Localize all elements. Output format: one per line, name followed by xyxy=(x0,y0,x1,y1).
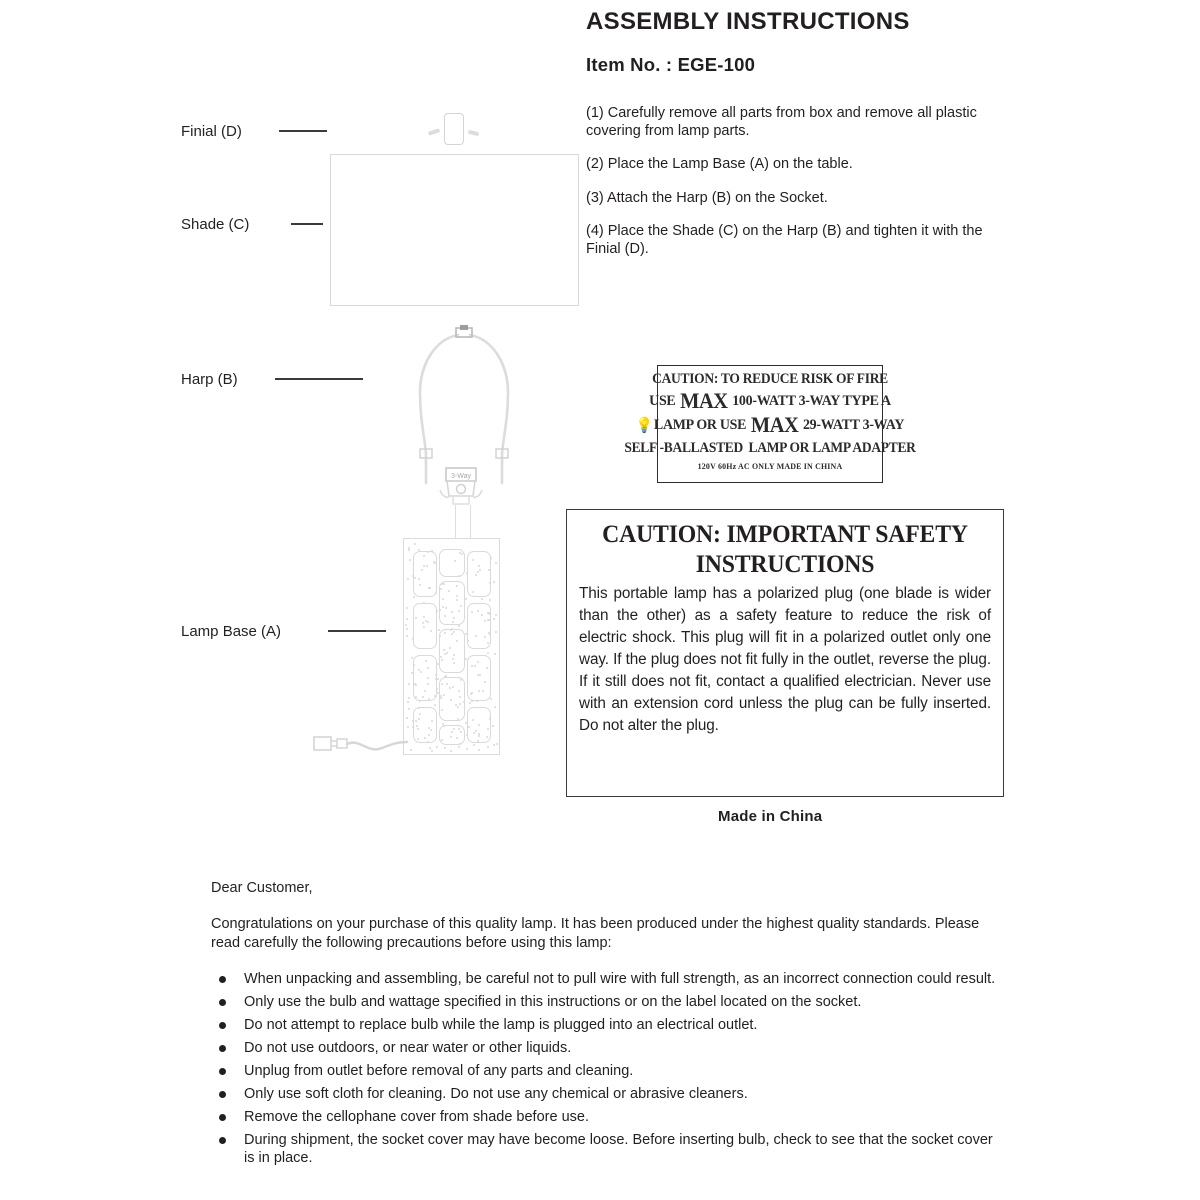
rating-label-line2-max: MAX xyxy=(680,388,728,413)
base-texture-speck xyxy=(490,698,492,700)
base-texture-speck xyxy=(455,704,457,706)
base-texture-speck xyxy=(414,683,416,685)
leader-line-finial xyxy=(279,130,327,132)
list-item: During shipment, the socket cover may have become loose. Before inserting bulb, check to see that the socket cover is in place. xyxy=(211,1131,996,1167)
base-texture-speck xyxy=(459,743,461,745)
part-label-harp: Harp (B) xyxy=(181,371,238,388)
base-texture-speck xyxy=(423,626,425,628)
base-texture-speck xyxy=(474,665,476,667)
rating-label-line4-pre: SELF -BALLASTED xyxy=(624,439,743,456)
base-texture-speck xyxy=(440,656,442,658)
list-item: Do not attempt to replace bulb while the lamp is plugged into an electrical outlet. xyxy=(211,1016,996,1034)
base-texture-speck xyxy=(427,677,429,679)
base-texture-speck xyxy=(465,598,467,600)
power-cord-and-plug-diagram xyxy=(312,726,417,766)
base-texture-speck xyxy=(433,561,435,563)
base-texture-speck xyxy=(406,618,408,620)
base-texture-speck xyxy=(418,707,420,709)
base-texture-speck xyxy=(468,726,470,728)
assembly-step: (4) Place the Shade (C) on the Harp (B) and tighten it with the Finial (D). xyxy=(586,223,983,257)
lamp-base-diagram xyxy=(403,538,500,755)
rating-label-line-4 xyxy=(624,437,916,459)
base-texture-speck xyxy=(414,543,416,545)
list-item: When unpacking and assembling, be careful not to pull wire with full strength, as an incorrect connection could result. xyxy=(211,970,996,988)
base-texture-speck xyxy=(489,718,491,720)
base-texture-speck xyxy=(486,736,488,738)
base-texture-speck xyxy=(448,590,450,592)
made-in-china-text: Made in China xyxy=(718,808,823,825)
base-texture-speck xyxy=(463,701,465,703)
safety-body-text: This portable lamp has a polarized plug (one blade is wider than the other) as a safety feature to reduce the risk of electric shock. This plug will fit in a polarized outlet only one way. If the plug does not fit fully in the outlet, reverse the plug. If it still does not fit, contact a qualified electrician. Never use with an extension cord unless the plug can be fully inserted. Do not alter the plug. xyxy=(579,585,991,734)
base-texture-speck xyxy=(418,718,420,720)
base-texture-speck xyxy=(487,642,489,644)
base-texture-speck xyxy=(460,605,462,607)
rating-label-line-2 xyxy=(649,388,891,413)
base-texture-speck xyxy=(495,631,497,633)
svg-text:3-Way: 3-Way xyxy=(451,473,471,480)
base-texture-speck xyxy=(475,730,477,732)
letter-intro-paragraph: Congratulations on your purchase of this quality lamp. It has been produced under the highest quality standards. Please read carefully the following precautions before using this lamp: xyxy=(211,916,980,951)
base-texture-speck xyxy=(418,549,420,551)
base-texture-speck xyxy=(426,565,428,567)
base-texture-speck xyxy=(427,667,429,669)
part-label-shade: Shade (C) xyxy=(181,216,250,233)
base-texture-speck xyxy=(456,595,458,597)
base-texture-speck xyxy=(487,728,489,730)
base-texture-speck xyxy=(453,654,455,656)
base-texture-speck xyxy=(419,700,421,702)
base-texture-speck xyxy=(408,683,410,685)
assembly-step: (3) Attach the Harp (B) on the Socket. xyxy=(586,189,828,206)
base-texture-speck xyxy=(459,703,461,705)
base-texture-speck xyxy=(444,676,446,678)
base-texture-speck xyxy=(492,725,494,727)
base-texture-speck xyxy=(437,678,439,680)
base-texture-speck xyxy=(406,607,408,609)
base-texture-speck xyxy=(439,635,441,637)
base-texture-speck xyxy=(423,555,425,557)
assembly-step: (2) Place the Lamp Base (A) on the table. xyxy=(586,156,853,172)
base-texture-speck xyxy=(481,598,483,600)
base-texture-speck xyxy=(458,746,460,748)
finial-right-ornament-icon xyxy=(468,130,480,137)
part-label-lamp-base: Lamp Base (A) xyxy=(181,623,282,640)
base-texture-speck xyxy=(482,690,484,692)
bulb-rating-caution-label xyxy=(624,365,916,483)
base-texture-speck xyxy=(441,683,443,685)
base-texture-speck xyxy=(408,708,410,710)
item-number: Item No. : EGE-100 xyxy=(586,54,756,75)
base-texture-speck xyxy=(475,574,477,576)
base-texture-speck xyxy=(440,697,442,699)
base-texture-speck xyxy=(471,700,473,702)
important-safety-instructions-box xyxy=(566,509,1004,797)
base-texture-speck xyxy=(451,611,453,613)
base-texture-speck xyxy=(423,616,425,618)
base-texture-speck xyxy=(494,653,496,655)
base-texture-speck xyxy=(458,728,460,730)
base-texture-speck xyxy=(413,596,415,598)
assembly-steps-list xyxy=(586,105,998,274)
list-item: Remove the cellophane cover from shade before use. xyxy=(211,1108,996,1126)
base-texture-speck xyxy=(435,592,437,594)
finial-left-ornament-icon xyxy=(428,128,441,136)
base-texture-speck xyxy=(489,613,491,615)
base-texture-speck xyxy=(493,618,495,620)
rating-label-line4-post: LAMP OR LAMP ADAPTER xyxy=(748,439,916,456)
base-texture-speck xyxy=(406,635,408,637)
base-texture-speck xyxy=(478,690,480,692)
base-texture-speck xyxy=(478,749,480,751)
base-texture-speck xyxy=(435,674,437,676)
rating-label-line-3 xyxy=(635,412,905,437)
base-texture-speck xyxy=(452,686,454,688)
base-texture-speck xyxy=(441,739,443,741)
rating-label-line3-max: MAX xyxy=(750,412,799,437)
base-texture-speck xyxy=(472,719,474,721)
base-texture-speck xyxy=(479,569,481,571)
base-texture-speck xyxy=(444,747,446,749)
leader-line-lamp-base xyxy=(328,630,386,632)
base-texture-speck xyxy=(444,632,446,634)
base-texture-speck xyxy=(406,717,408,719)
base-texture-speck xyxy=(415,617,417,619)
base-texture-speck xyxy=(437,663,439,665)
list-item: Only use soft cloth for cleaning. Do not use any chemical or abrasive cleaners. xyxy=(211,1085,996,1103)
base-texture-speck xyxy=(420,671,422,673)
rating-label-line3-post: 29-WATT 3-WAY xyxy=(802,416,905,433)
base-texture-speck xyxy=(467,640,469,642)
base-texture-speck xyxy=(477,571,479,573)
base-texture-speck xyxy=(466,748,468,750)
rating-label-line2-post: 100-WATT 3-WAY TYPE A xyxy=(732,392,891,409)
base-texture-speck xyxy=(409,559,411,561)
base-texture-speck xyxy=(489,599,491,601)
assembly-step: (1) Carefully remove all parts from box and remove all plastic covering from lamp parts. xyxy=(586,105,977,139)
base-texture-speck xyxy=(454,560,456,562)
list-item: Unplug from outlet before removal of any parts and cleaning. xyxy=(211,1062,996,1080)
rating-label-line2-pre: USE xyxy=(649,392,676,409)
base-texture-speck xyxy=(476,700,478,702)
base-texture-speck xyxy=(411,657,413,659)
base-texture-speck xyxy=(456,737,458,739)
base-texture-speck xyxy=(441,583,443,585)
base-texture-speck xyxy=(419,713,421,715)
base-texture-speck xyxy=(436,610,438,612)
base-texture-speck xyxy=(436,746,438,748)
base-texture-speck xyxy=(473,744,475,746)
base-texture-speck xyxy=(487,619,489,621)
letter-greeting: Dear Customer, xyxy=(211,880,313,896)
safety-heading-line-1: CAUTION: IMPORTANT SAFETY xyxy=(602,521,968,548)
list-item: Do not use outdoors, or near water or other liquids. xyxy=(211,1039,996,1057)
rating-label-line-5: 120V 60Hz AC ONLY MADE IN CHINA xyxy=(697,461,843,471)
list-item: Only use the bulb and wattage specified in this instructions or on the label located on the socket. xyxy=(211,993,996,1011)
base-texture-speck xyxy=(407,578,409,580)
base-texture-speck xyxy=(419,584,421,586)
base-texture-speck xyxy=(487,652,489,654)
base-texture-speck xyxy=(408,697,410,699)
base-texture-speck xyxy=(436,688,438,690)
base-texture-speck xyxy=(478,565,480,567)
base-texture-speck xyxy=(427,621,429,623)
base-texture-speck xyxy=(406,628,408,630)
base-texture-speck xyxy=(451,731,453,733)
base-texture-speck xyxy=(431,750,433,752)
base-texture-speck xyxy=(425,660,427,662)
leader-line-harp xyxy=(275,378,363,380)
base-texture-speck xyxy=(421,569,423,571)
page-title: ASSEMBLY INSTRUCTIONS xyxy=(586,8,910,35)
base-texture-speck xyxy=(428,587,430,589)
base-texture-speck xyxy=(488,569,490,571)
base-texture-speck xyxy=(408,549,410,551)
base-texture-speck xyxy=(496,743,498,745)
finial-diagram xyxy=(444,113,464,145)
base-texture-speck xyxy=(494,706,496,708)
lamp-neck-diagram xyxy=(455,505,471,540)
base-texture-speck xyxy=(472,559,474,561)
base-texture-speck xyxy=(469,702,471,704)
base-texture-speck xyxy=(493,581,495,583)
rating-label-line3-pre: LAMP OR USE xyxy=(653,416,747,433)
light-bulb-icon: 💡 xyxy=(635,417,653,434)
base-texture-speck xyxy=(478,724,480,726)
base-texture-speck xyxy=(434,704,436,706)
base-texture-speck xyxy=(457,706,459,708)
shade-diagram xyxy=(330,154,579,306)
base-texture-speck xyxy=(458,625,460,627)
base-texture-speck xyxy=(453,617,455,619)
customer-letter xyxy=(211,880,996,1172)
base-texture-speck xyxy=(495,614,497,616)
base-texture-speck xyxy=(450,750,452,752)
safety-heading-line-2: INSTRUCTIONS xyxy=(695,551,875,578)
base-texture-speck xyxy=(446,652,448,654)
base-texture-speck xyxy=(435,678,437,680)
rating-label-line-1: CAUTION: TO REDUCE RISK OF FIRE xyxy=(652,370,888,387)
base-texture-speck xyxy=(446,683,448,685)
part-label-finial: Finial (D) xyxy=(181,123,242,140)
precautions-list xyxy=(211,970,996,1167)
base-texture-speck xyxy=(458,575,460,577)
leader-line-shade xyxy=(291,223,323,225)
base-texture-speck xyxy=(495,562,497,564)
base-texture-speck xyxy=(407,701,409,703)
base-texture-speck xyxy=(405,624,407,626)
base-texture-speck xyxy=(477,661,479,663)
base-texture-speck xyxy=(427,741,429,743)
base-texture-speck xyxy=(423,565,425,567)
base-texture-speck xyxy=(437,692,439,694)
base-texture-speck xyxy=(413,664,415,666)
base-texture-speck xyxy=(461,553,463,555)
base-texture-speck xyxy=(487,746,489,748)
base-texture-speck xyxy=(429,747,431,749)
base-texture-speck xyxy=(490,557,492,559)
base-texture-speck xyxy=(484,681,486,683)
base-texture-speck xyxy=(431,550,433,552)
